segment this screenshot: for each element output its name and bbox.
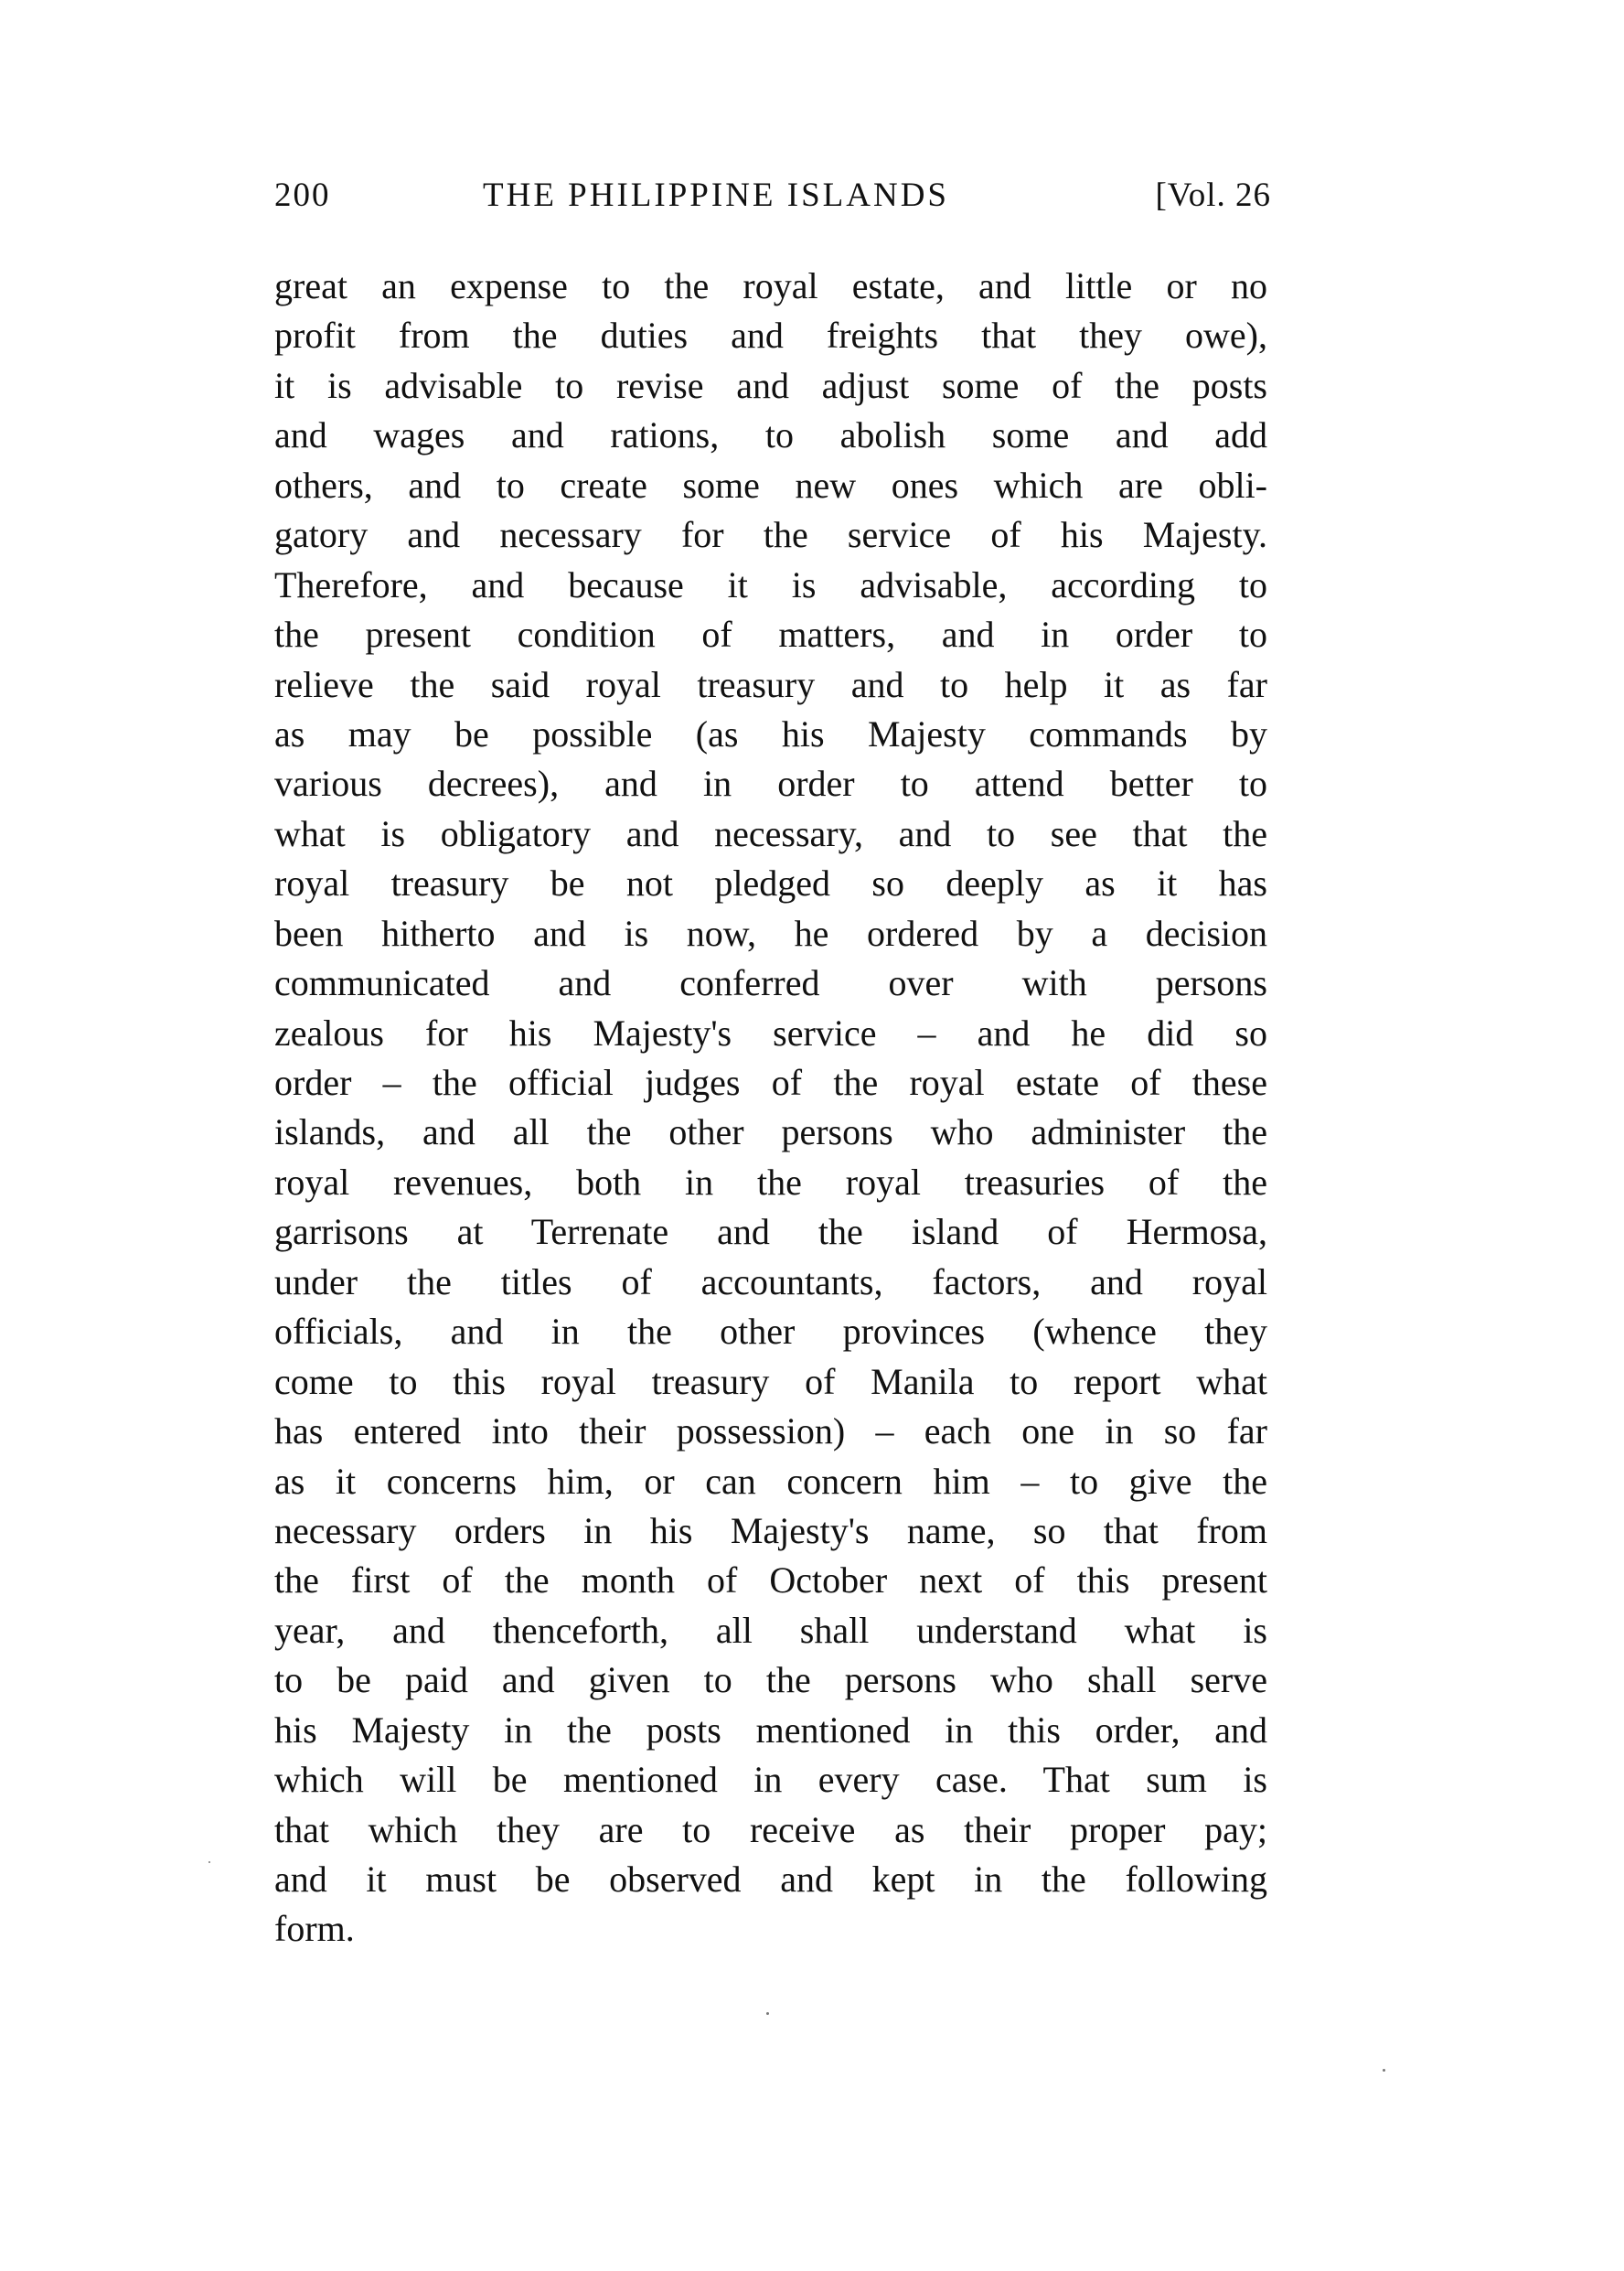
text-line: what is obligatory and necessary, and to see that the — [274, 812, 1267, 854]
text-line: year, and thenceforth, all shall understand what is — [274, 1609, 1267, 1651]
text-line: as may be possible (as his Majesty commands by — [274, 712, 1267, 755]
running-head — [274, 176, 1271, 221]
text-line: as it concerns him, or can concern him – to give the — [274, 1460, 1267, 1502]
text-line: form. — [274, 1908, 355, 1950]
scan-speck — [208, 1861, 210, 1863]
text-line: and it must be observed and kept in the following — [274, 1859, 1267, 1900]
text-line: that which they are to receive as their proper pay; — [274, 1808, 1267, 1850]
text-line: gatory and necessary for the service of his Majesty. — [274, 514, 1267, 556]
text-line: relieve the said royal treasury and to help it as far — [274, 663, 1267, 705]
text-line: order – the official judges of the royal estate of these — [274, 1062, 1267, 1103]
text-line: has entered into their possession) – each one in so far — [274, 1410, 1267, 1452]
text-line: the present condition of matters, and in order to — [274, 614, 1267, 656]
text-line: great an expense to the royal estate, and little or no — [274, 265, 1267, 306]
text-line: others, and to create some new ones which are obli- — [274, 464, 1267, 506]
text-line: garrisons at Terrenate and the island of Hermosa, — [274, 1211, 1267, 1253]
text-line: it is advisable to revise and adjust some of the posts — [274, 364, 1267, 406]
text-line: zealous for his Majesty's service – and he did so — [274, 1012, 1267, 1054]
scan-speck — [1383, 2069, 1385, 2072]
text-line: communicated and conferred over with persons — [274, 962, 1267, 1004]
text-line: to be paid and given to the persons who shall serve — [274, 1659, 1267, 1701]
text-line: the first of the month of October next of this present — [274, 1559, 1267, 1601]
volume-label: [Vol. 26 — [1155, 177, 1271, 214]
page-number: 200 — [274, 177, 331, 214]
text-line: profit from the duties and freights that they owe), — [274, 315, 1267, 357]
text-line: Therefore, and because it is advisable, according to — [274, 563, 1267, 605]
text-line: and wages and rations, to abolish some and add — [274, 414, 1267, 456]
text-line: royal revenues, both in the royal treasuries of the — [274, 1161, 1267, 1203]
text-line: royal treasury be not pledged so deeply as it has — [274, 862, 1267, 905]
scan-speck — [766, 2012, 769, 2015]
text-line: his Majesty in the posts mentioned in this order, and — [274, 1709, 1267, 1751]
text-line: officials, and in the other provinces (whence they — [274, 1311, 1267, 1353]
running-title: THE PHILIPPINE ISLANDS — [483, 177, 949, 214]
text-line: islands, and all the other persons who administer the — [274, 1111, 1267, 1153]
body-text — [274, 262, 1267, 1955]
text-line: come to this royal treasury of Manila to report what — [274, 1360, 1267, 1402]
text-line: been hitherto and is now, he ordered by a decision — [274, 912, 1267, 954]
text-line: necessary orders in his Majesty's name, so that from — [274, 1509, 1267, 1551]
text-line: various decrees), and in order to attend better to — [274, 763, 1267, 805]
text-line: under the titles of accountants, factors, and royal — [274, 1260, 1267, 1302]
text-line: which will be mentioned in every case. That sum is — [274, 1759, 1267, 1801]
